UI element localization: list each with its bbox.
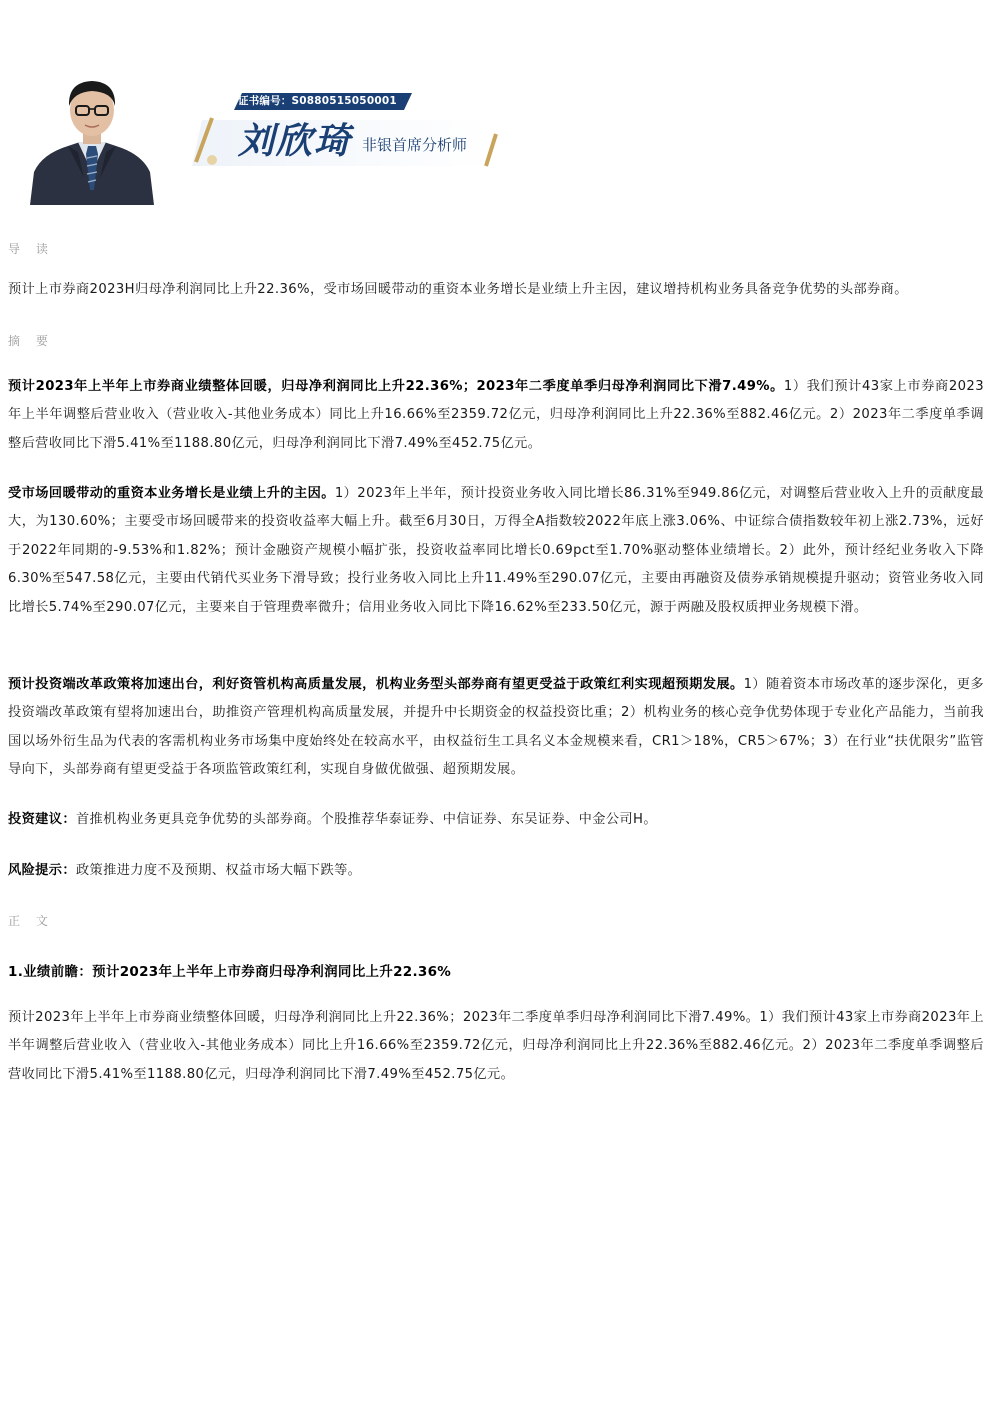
- summary-paragraph-1: [8, 373, 984, 458]
- summary-paragraph-3: [8, 671, 984, 785]
- body-paragraph-1: 预计2023年上半年上市券商业绩整体回暖，归母净利润同比上升22.36%；2023年二季度单季归母净利润同比下滑7.49%。1）我们预计43家上市券商2023年上半年调整后营业收入（营业收入-其他业务成本）同比上升16.66%至2359.72亿元，归母净利润同比上升22.36%至882.46亿元。2）2023年二季度单季调整后营收同比下滑5.41%至1188.80亿元，归母净利润同比下滑7.49%至452.75亿元。: [8, 1010, 984, 1082]
- summary-p1-text: 1）我们预计43家上市券商2023年上半年调整后营业收入（营业收入-其他业务成本）同比上升16.66%至2359.72亿元，归母净利润同比上升22.36%至882.46亿元。2）2023年二季度单季调整后营收同比下滑5.41%至1188.80亿元，归母净利润同比下滑7.49%至452.75亿元。: [8, 379, 984, 451]
- summary-p3-bold: 预计投资端改革政策将加速出台，利好资管机构高质量发展，机构业务型头部券商有望更受益于政策红利实现超预期发展。: [8, 677, 744, 692]
- summary-p3-text: 1）随着资本市场改革的逐步深化，更多投资端改革政策有望将加速出台，助推资产管理机构高质量发展，并提升中长期资金的权益投资比重；2）机构业务的核心竞争优势体现于专业化产品能力，当前我国以场外衍生品为代表的客需机构业务市场集中度始终处在较高水平，由权益衍生工具名义本金规模来看，CR1＞18%，CR5＞67%；3）在行业“扶优限劣”监管导向下，头部券商有望更受益于各项监管政策红利，实现自身做优做强、超预期发展。: [8, 677, 984, 778]
- summary-p2-text: 1）2023年上半年，预计投资业务收入同比增长86.31%至949.86亿元，对调整后营业收入上升的贡献度最大，为130.60%；主要受市场回暖带来的投资收益率大幅上升。截至6月30日，万得全A指数较2022年底上涨3.06%、中证综合债指数较年初上涨2.73%，远好于2022年同期的-9.53%和1.82%；预计金融资产规模小幅扩张，投资收益率同比增长0.69pct至1.70%驱动整体业绩增长。2）此外，预计经纪业务收入下降6.30%至547.58亿元，主要由代销代买业务下滑导致；投行业务收入同比上升11.49%至290.07亿元，主要由再融资及债券承销规模提升驱动；资管业务收入同比增长5.74%至290.07亿元，主要来自于管理费率微升；信用业务收入同比下降16.62%至233.50亿元，源于两融及股权质押业务规模下滑。: [8, 486, 984, 615]
- analyst-title: 非银首席分析师: [362, 136, 468, 154]
- risk-warning: [8, 857, 984, 885]
- analyst-photo: [28, 72, 156, 205]
- summary-p2-bold: 受市场回暖带动的重资本业务增长是业绩上升的主因。: [8, 486, 335, 501]
- body-heading: 1.业绩前瞻：预计2023年上半年上市券商归母净利润同比上升22.36%: [8, 964, 452, 980]
- summary-p1-bold: 预计2023年上半年上市券商业绩整体回暖，归母净利润同比上升22.36%；2023年二季度单季归母净利润同比下滑7.49%。: [8, 379, 784, 394]
- analyst-name: 刘欣琦: [238, 120, 353, 162]
- investment-advice: [8, 806, 984, 834]
- guide-label: 导 读: [8, 242, 54, 256]
- summary-paragraph-2: [8, 480, 984, 622]
- risk-label: 风险提示：: [8, 863, 76, 878]
- risk-text: 政策推进力度不及预期、权益市场大幅下跌等。: [75, 863, 362, 878]
- guide-text: 预计上市券商2023H归母净利润同比上升22.36%，受市场回暖带动的重资本业务增长是业绩上升主因，建议增持机构业务具备竞争优势的头部券商。: [8, 282, 908, 297]
- body-label: 正 文: [8, 914, 54, 928]
- analyst-header: [0, 0, 992, 210]
- advice-text: 首推机构业务更具竞争优势的头部券商。个股推荐华泰证券、中信证券、东吴证券、中金公司H。: [75, 812, 657, 827]
- advice-label: 投资建议：: [8, 812, 76, 827]
- summary-label: 摘 要: [8, 334, 54, 348]
- certificate-number: 证书编号：S0880515050001: [238, 95, 397, 107]
